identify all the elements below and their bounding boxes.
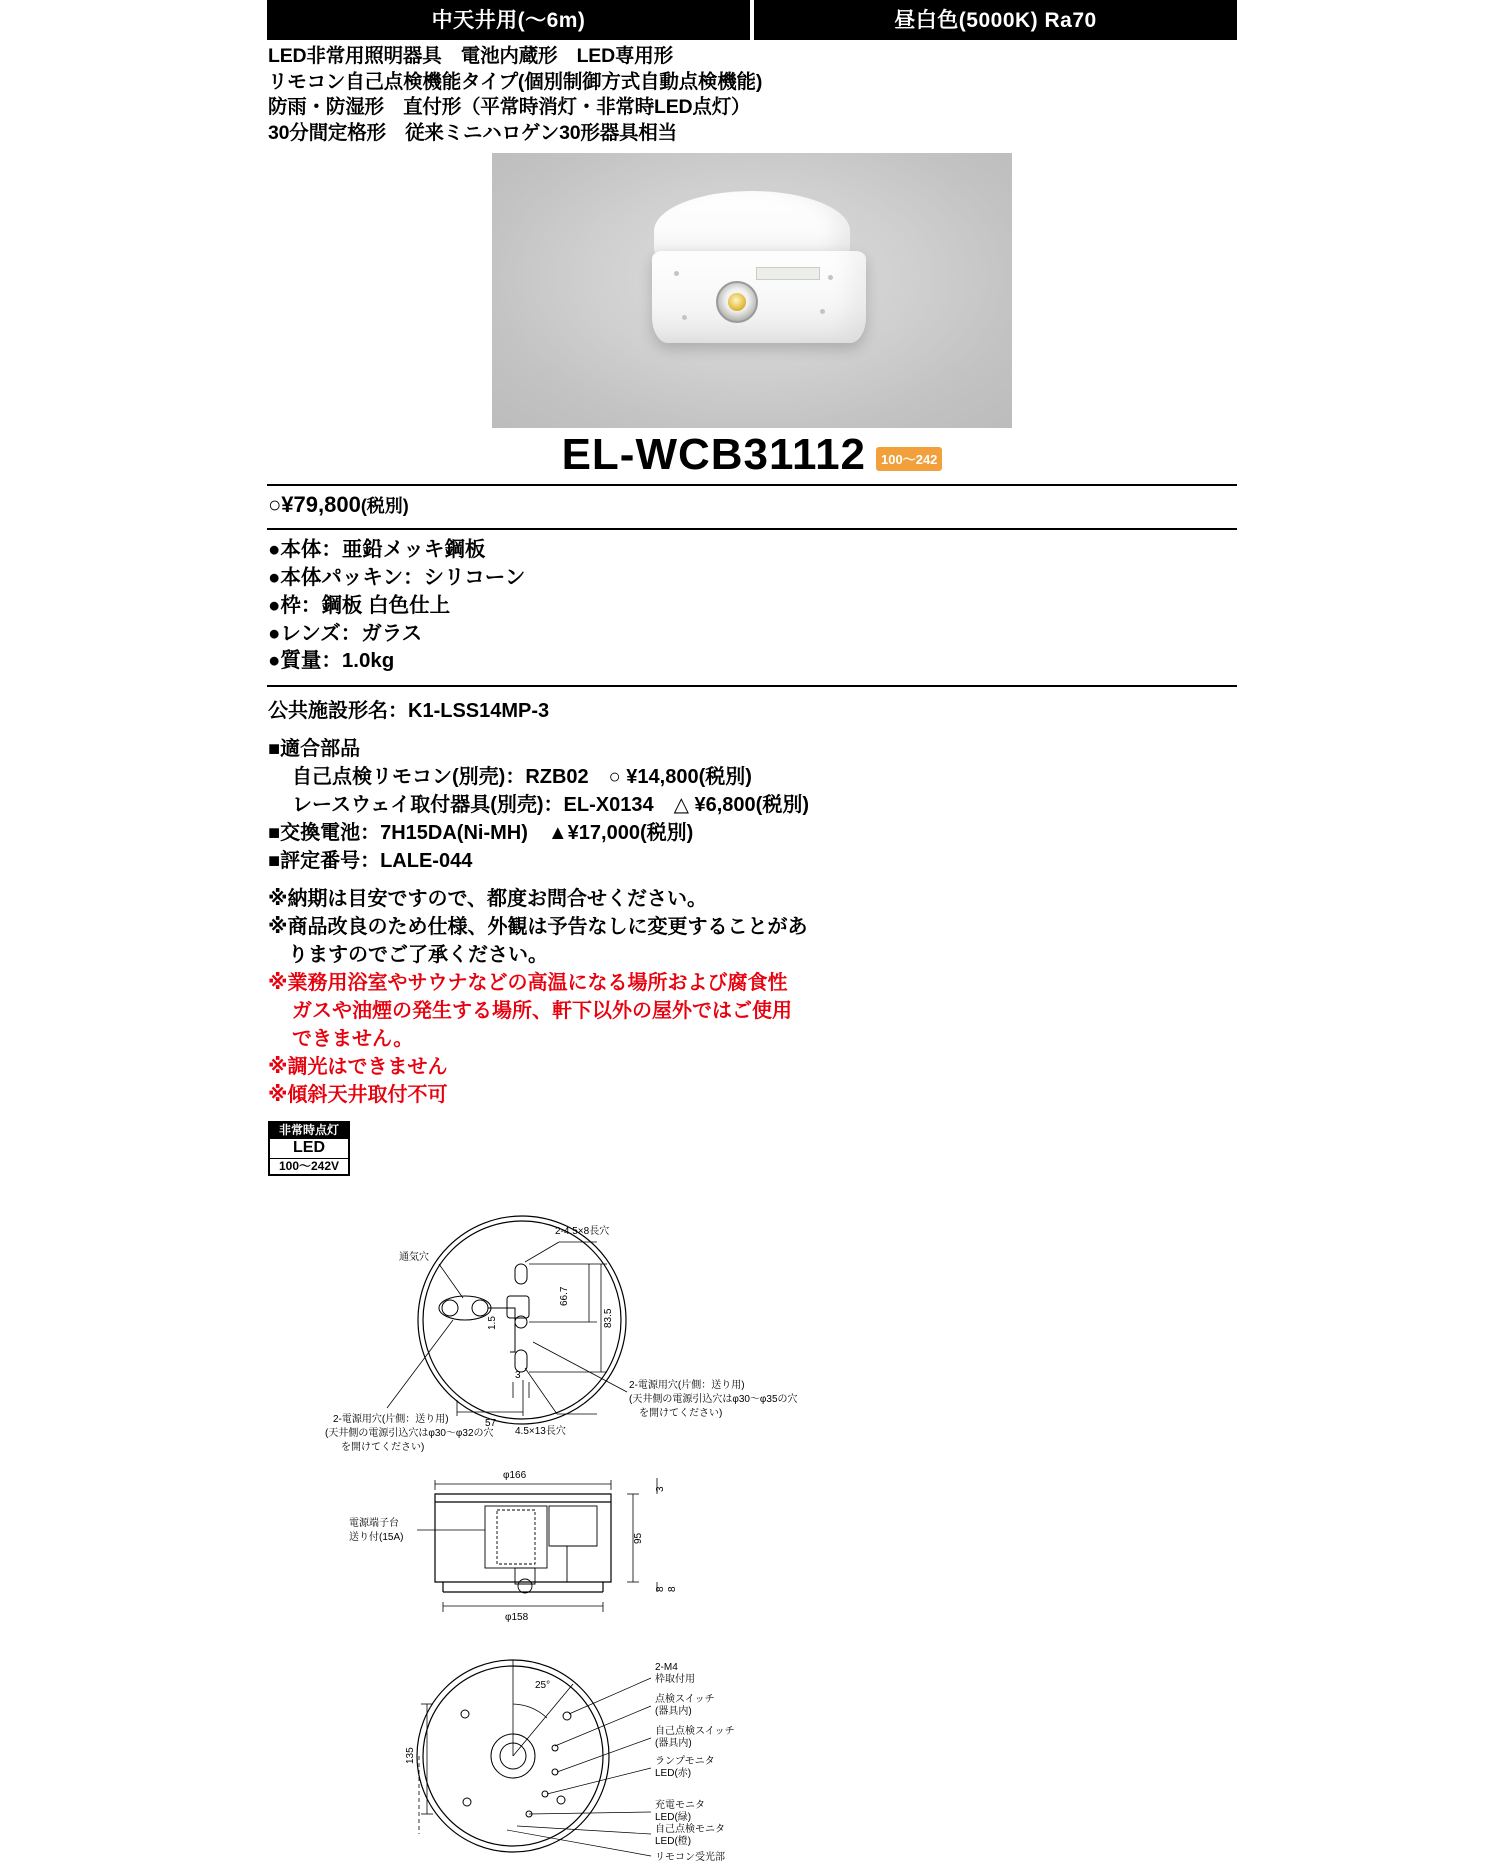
header-badge-row	[0, 0, 1504, 40]
emergency-chip-line1: 非常時点灯	[270, 1123, 348, 1139]
dim-66-7: 66.7	[559, 1286, 570, 1307]
spec-line-4: 30分間定格形 従来ミニハロゲン30形器具相当	[268, 122, 677, 145]
luminaire-illustration	[652, 191, 852, 343]
label-power-right-3: を開けてください)	[639, 1408, 723, 1420]
price-tax-note: (税別)	[360, 495, 409, 516]
material-frame: ●枠：鋼板 白色仕上	[268, 593, 451, 617]
label-slot-bottom: 4.5×13長穴	[515, 1426, 566, 1438]
luminaire-nameplate	[756, 267, 820, 280]
label-charge-monitor-1: 充電モニタ	[655, 1800, 705, 1812]
label-m4-1: 2-M4	[655, 1662, 678, 1674]
model-number: EL-WCB31112	[561, 429, 867, 479]
label-charge-monitor-2: LED(緑)	[655, 1812, 692, 1824]
dim-83-5: 83.5	[603, 1308, 614, 1329]
luminaire-screw-2	[682, 315, 687, 320]
label-power-left-2: (天井側の電源引込穴はφ30～φ32の穴	[325, 1428, 494, 1440]
spec-line-1: LED非常用照明器具 電池内蔵形 LED専用形	[268, 45, 673, 67]
emergency-led-chip	[268, 1121, 350, 1176]
compatible-part-remote: 自己点検リモコン(別売)：RZB02 ○ ¥14,800(税別)	[292, 766, 752, 789]
dim-57: 57	[485, 1418, 497, 1430]
voltage-badge: 100～242	[876, 447, 942, 471]
label-remote-receiver: リモコン受光部	[655, 1852, 725, 1864]
warning-environment-3: できません。	[292, 1028, 414, 1051]
label-lamp-monitor-1: ランプモニタ	[655, 1756, 715, 1768]
luminaire-screw-1	[674, 271, 679, 276]
product-photo-wrap	[267, 153, 1237, 428]
drawing-side-view	[267, 1458, 1237, 1638]
bottom-view-svg	[267, 1644, 1237, 1874]
label-power-right-2: (天井側の電源引込穴はφ30～φ35の穴	[629, 1394, 798, 1406]
label-power-left-3: を開けてください)	[341, 1442, 425, 1453]
dim-1-5: 1.5	[487, 1316, 498, 1331]
dim-8-a: 8	[655, 1586, 666, 1593]
spec-summary	[266, 44, 1238, 147]
model-number-row	[267, 430, 1237, 480]
dim-dia-166: φ166	[503, 1470, 527, 1482]
dim-135: 135	[405, 1747, 416, 1765]
dim-95: 95	[633, 1533, 644, 1545]
label-m4-2: 枠取付用	[655, 1674, 695, 1686]
dim-8-b: 8	[667, 1586, 678, 1593]
luminaire-screw-3	[820, 309, 825, 314]
badge-ceiling-height: 中天井用(～6m)	[267, 0, 750, 40]
replacement-battery: ■交換電池：7H15DA(Ni-MH) ▲¥17,000(税別)	[268, 822, 694, 845]
label-check-switch-1: 点検スイッチ	[655, 1694, 715, 1706]
emergency-chip-line2: LED	[270, 1139, 348, 1159]
luminaire-screw-4	[828, 275, 833, 280]
price-value: ○¥79,800	[268, 491, 361, 517]
note-change-1: ※商品改良のため仕様、外観は予告なしに変更することがあ	[268, 916, 808, 939]
luminaire-led-chip	[728, 293, 746, 311]
badge-color-temperature: 昼白色(5000K) Ra70	[754, 0, 1237, 40]
spec-line-3: 防雨・防湿形 直付形（平常時消灯・非常時LED点灯）	[268, 96, 751, 119]
spec-line-2: リモコン自己点検機能タイプ(個別制御方式自動点検機能)	[268, 70, 763, 93]
public-facility-model: 公共施設形名：K1-LSS14MP-3	[268, 700, 550, 723]
label-selfcheck-switch-2: (器具内)	[655, 1738, 692, 1750]
luminaire-led-lens	[716, 281, 758, 323]
warning-no-dimming: ※調光はできません	[268, 1056, 448, 1079]
price-row	[268, 486, 1238, 524]
warning-environment-2: ガスや油煙の発生する場所、軒下以外の屋外ではご使用	[292, 1000, 792, 1023]
warning-no-slope-ceiling: ※傾斜天井取付不可	[268, 1084, 448, 1107]
top-view-svg	[267, 1202, 1237, 1452]
label-vent: 通気穴	[399, 1252, 429, 1264]
label-terminal-1: 電源端子台	[349, 1518, 399, 1530]
material-lens: ●レンズ：ガラス	[268, 621, 423, 645]
product-info-block	[266, 486, 1238, 524]
dim-dia-158: φ158	[505, 1612, 529, 1624]
label-check-switch-2: (器具内)	[655, 1706, 692, 1718]
label-selfcheck-monitor-1: 自己点検モニタ	[655, 1824, 725, 1836]
luminaire-dome	[654, 191, 850, 257]
luminaire-base	[652, 251, 866, 343]
label-terminal-2: 送り付(15A)	[349, 1532, 404, 1544]
details-block	[266, 687, 1238, 1176]
emergency-chip-line3: 100～242V	[278, 1158, 340, 1173]
label-slot-top: 2-4.5×8長穴	[555, 1226, 610, 1238]
materials-block	[266, 530, 1238, 681]
drawing-top-view	[267, 1202, 1237, 1452]
note-change-2: りますのでご了承ください。	[268, 944, 548, 967]
label-selfcheck-switch-1: 自己点検スイッチ	[655, 1726, 735, 1738]
compatible-parts-heading: ■適合部品	[268, 738, 361, 761]
material-body: ●本体：亜鉛メッキ鋼板	[268, 537, 486, 561]
material-packing: ●本体パッキン：シリコーン	[268, 565, 526, 589]
label-lamp-monitor-2: LED(赤)	[655, 1768, 692, 1780]
dim-3: 3	[515, 1370, 521, 1382]
product-photo	[492, 153, 1012, 428]
drawing-bottom-view	[267, 1644, 1237, 1874]
compatible-part-raceway: レースウェイ取付器具(別売)：EL-X0134 △ ¥6,800(税別)	[292, 794, 809, 817]
note-delivery: ※納期は目安ですので、都度お問合せください。	[268, 888, 708, 911]
rating-number: ■評定番号：LALE-044	[268, 850, 473, 873]
warning-environment-1: ※業務用浴室やサウナなどの高温になる場所および腐食性	[268, 972, 788, 995]
dim-3-side: 3	[655, 1486, 666, 1493]
side-view-svg	[267, 1458, 1237, 1638]
material-weight: ●質量：1.0kg	[268, 649, 395, 673]
technical-drawings	[267, 1202, 1237, 1874]
label-power-right-1: 2-電源用穴(片側：送り用)	[629, 1380, 745, 1392]
label-power-left-1: 2-電源用穴(片側：送り用)	[333, 1414, 449, 1426]
label-selfcheck-monitor-2: LED(橙)	[655, 1836, 692, 1848]
label-angle-25: 25°	[535, 1680, 551, 1692]
